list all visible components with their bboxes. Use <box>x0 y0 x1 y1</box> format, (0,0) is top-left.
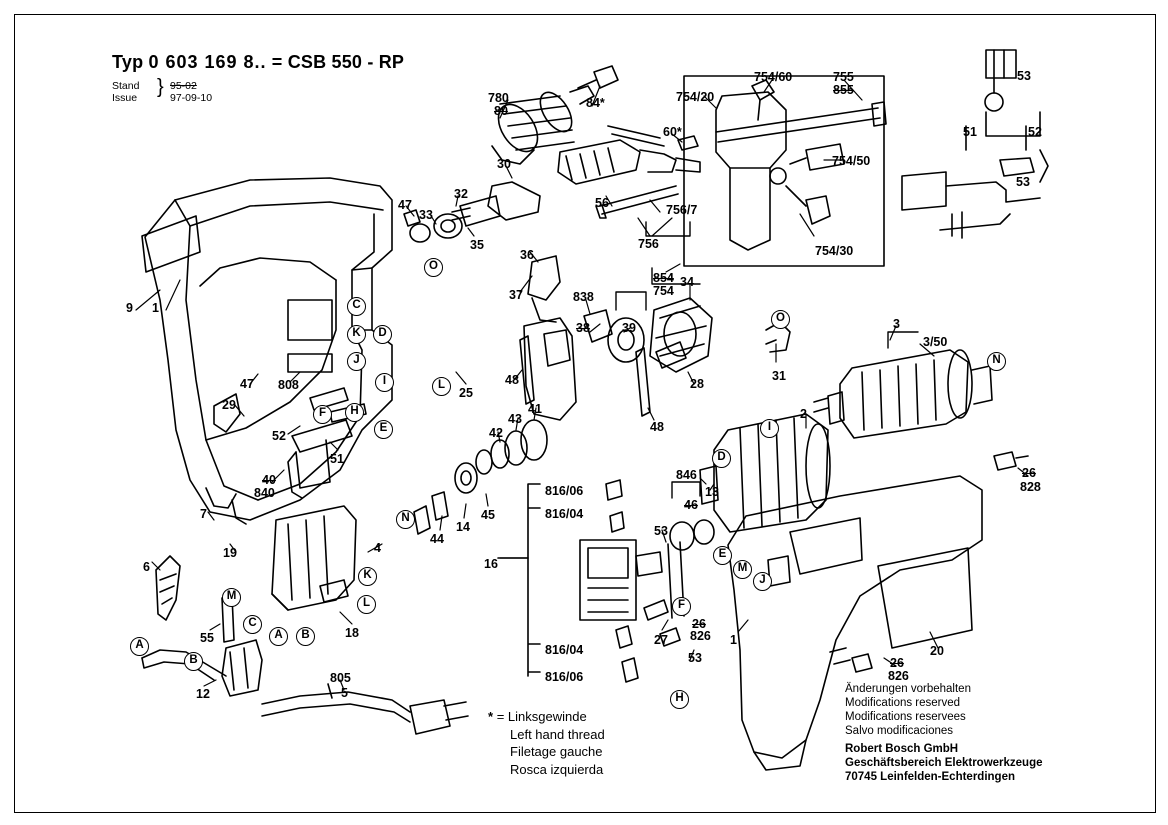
part-number-3-50: 3/50 <box>923 335 948 349</box>
part-number-25: 25 <box>459 386 473 400</box>
part-number-46: 46 <box>684 498 698 512</box>
date-current: 97-09-10 <box>170 92 213 104</box>
part-number-30: 30 <box>497 157 511 171</box>
part-number-13: 13 <box>705 485 719 499</box>
part-number-828: 828 <box>1020 480 1041 494</box>
callout-i: I <box>760 419 779 438</box>
company-name: Robert Bosch GmbH <box>845 743 959 755</box>
part-number-52: 52 <box>272 429 286 443</box>
part-number-43: 43 <box>508 412 522 426</box>
part-number-52: 52 <box>1028 125 1042 139</box>
footer-address <box>845 742 1043 784</box>
part-number-816-06: 816/06 <box>545 484 584 498</box>
part-number-27: 27 <box>654 633 668 647</box>
part-number-4: 4 <box>374 541 381 555</box>
stand-label: Stand <box>112 80 140 92</box>
callout-k: K <box>358 567 377 586</box>
part-number-55: 55 <box>200 631 214 645</box>
callout-e: E <box>713 546 732 565</box>
part-number-51: 51 <box>330 452 344 466</box>
part-number-45: 45 <box>481 508 495 522</box>
callout-m: M <box>222 588 241 607</box>
callout-n: N <box>396 510 415 529</box>
callout-l: L <box>432 377 451 396</box>
legend-line-es: Rosca izquierda <box>510 761 604 777</box>
part-number-34: 34 <box>680 275 694 289</box>
callout-e: E <box>374 420 393 439</box>
issue-labels <box>112 80 139 104</box>
callout-h: H <box>670 690 689 709</box>
callout-o: O <box>424 258 443 277</box>
callout-a: A <box>269 627 288 646</box>
part-number-5: 5 <box>341 686 348 700</box>
callout-o: O <box>771 310 790 329</box>
part-number-18: 18 <box>345 626 359 640</box>
part-number-840: 840 <box>254 486 275 500</box>
part-number-28: 28 <box>690 377 704 391</box>
part-number-47: 47 <box>240 377 254 391</box>
part-number-53: 53 <box>688 651 702 665</box>
callout-c: C <box>243 615 262 634</box>
part-number-1: 1 <box>152 301 159 315</box>
title-prefix: Typ <box>112 52 144 72</box>
date-superseded: 95-02 <box>170 80 197 92</box>
part-number-816-04: 816/04 <box>545 507 584 521</box>
callout-d: D <box>373 325 392 344</box>
disclaimer-fr: Modifications reservees <box>845 711 966 723</box>
part-number-38: 38 <box>576 321 590 335</box>
part-number-7: 7 <box>200 507 207 521</box>
part-number-2: 2 <box>800 407 807 421</box>
disclaimer-es: Salvo modificaciones <box>845 725 954 737</box>
callout-j: J <box>753 572 772 591</box>
part-number-26: 26 <box>692 617 706 631</box>
part-number-48: 48 <box>650 420 664 434</box>
part-number-855: 855 <box>833 83 854 97</box>
disclaimer-de: Änderungen vorbehalten <box>845 683 971 695</box>
issue-dates <box>170 80 212 104</box>
part-number-39: 39 <box>622 321 636 335</box>
part-number-20: 20 <box>930 644 944 658</box>
legend-equals: = <box>496 709 505 724</box>
part-number-756-7: 756/7 <box>666 203 698 217</box>
callout-c: C <box>347 297 366 316</box>
brace-glyph: } <box>157 76 164 98</box>
legend-line-en: Left hand thread <box>510 726 605 742</box>
callout-f: F <box>313 405 332 424</box>
page-border <box>14 14 1156 813</box>
callout-l: L <box>357 595 376 614</box>
part-number-754-30: 754/30 <box>815 244 854 258</box>
title-model: CSB 550 - RP <box>287 52 405 72</box>
part-number-808: 808 <box>278 378 299 392</box>
title-equals: = <box>271 52 283 72</box>
part-number-826: 826 <box>690 629 711 643</box>
part-number-3: 3 <box>893 317 900 331</box>
part-number-42: 42 <box>489 426 503 440</box>
issue-label: Issue <box>112 92 138 104</box>
part-number-31: 31 <box>772 369 786 383</box>
part-number-816-06: 816/06 <box>545 670 584 684</box>
callout-d: D <box>712 449 731 468</box>
part-number-838: 838 <box>573 290 594 304</box>
callout-n: N <box>987 352 1006 371</box>
part-number-12: 12 <box>196 687 210 701</box>
part-number-26: 26 <box>1022 466 1036 480</box>
legend-star: * <box>488 709 494 724</box>
part-number-756: 756 <box>638 237 659 251</box>
part-number-37: 37 <box>509 288 523 302</box>
part-number-9: 9 <box>126 301 133 315</box>
part-number-51: 51 <box>963 125 977 139</box>
callout-h: H <box>345 403 364 422</box>
part-number-53: 53 <box>654 524 668 538</box>
part-number-36: 36 <box>520 248 534 262</box>
part-number-16: 16 <box>484 557 498 571</box>
legend-line-fr: Filetage gauche <box>510 744 603 759</box>
part-number-754-20: 754/20 <box>676 90 715 104</box>
callout-f: F <box>672 597 691 616</box>
callout-k: K <box>347 325 366 344</box>
title-number: 0 603 169 8.. <box>148 52 267 72</box>
part-number-6: 6 <box>143 560 150 574</box>
part-number-780: 780 <box>488 91 509 105</box>
callout-j: J <box>347 352 366 371</box>
callout-b: B <box>296 627 315 646</box>
company-city: 70745 Leinfelden-Echterdingen <box>845 771 1015 783</box>
part-number-53: 53 <box>1016 175 1030 189</box>
footer-disclaimer <box>845 682 971 738</box>
part-number-754: 754 <box>653 284 674 298</box>
part-number-846: 846 <box>676 468 697 482</box>
part-number-80: 80 <box>494 104 508 118</box>
part-number-754-50: 754/50 <box>832 154 871 168</box>
part-number-19: 19 <box>223 546 237 560</box>
legend-line-de: Linksgewinde <box>507 709 587 724</box>
callout-a: A <box>130 637 149 656</box>
part-number-47: 47 <box>398 198 412 212</box>
part-number-84-: 84* <box>586 96 605 110</box>
company-division: Geschäftsbereich Elektrowerkzeuge <box>845 757 1043 769</box>
part-number-805: 805 <box>330 671 351 685</box>
part-number-29: 29 <box>222 398 236 412</box>
part-number-826: 826 <box>888 669 909 683</box>
part-number-26: 26 <box>890 656 904 670</box>
part-number-755: 755 <box>833 70 854 84</box>
part-number-41: 41 <box>528 402 542 416</box>
part-number-1: 1 <box>730 633 737 647</box>
part-number-14: 14 <box>456 520 470 534</box>
part-number-35: 35 <box>470 238 484 252</box>
callout-m: M <box>733 560 752 579</box>
callout-i: I <box>375 373 394 392</box>
part-number-56: 56 <box>595 196 609 210</box>
part-number-33: 33 <box>419 208 433 222</box>
part-number-32: 32 <box>454 187 468 201</box>
callout-b: B <box>184 652 203 671</box>
part-number-40: 40 <box>262 473 276 487</box>
part-number-754-60: 754/60 <box>754 70 793 84</box>
legend-left-hand-thread <box>488 708 605 778</box>
part-number-44: 44 <box>430 532 444 546</box>
part-number-53: 53 <box>1017 69 1031 83</box>
part-number-854: 854 <box>653 271 674 285</box>
part-number-816-04: 816/04 <box>545 643 584 657</box>
part-number-48: 48 <box>505 373 519 387</box>
part-number-60-: 60* <box>663 125 682 139</box>
page-title <box>112 52 404 73</box>
disclaimer-en: Modifications reserved <box>845 697 961 709</box>
